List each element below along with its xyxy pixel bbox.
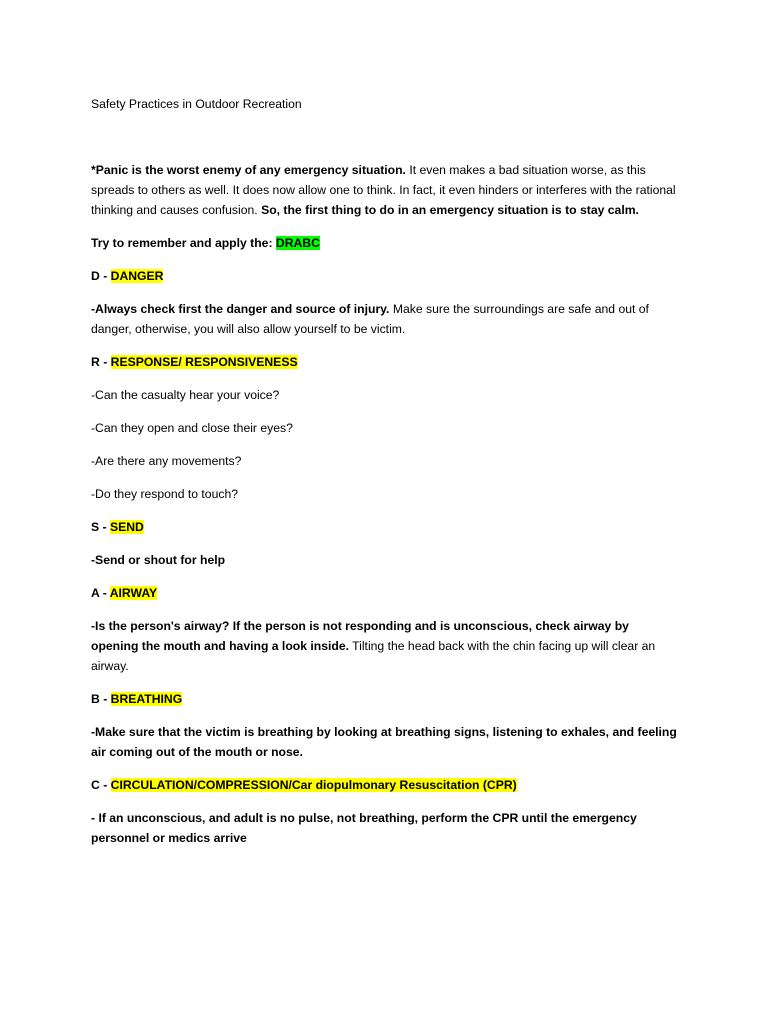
drabc-prefix: Try to remember and apply the:	[91, 236, 276, 250]
send-label: SEND	[109, 520, 144, 534]
airway-letter: A -	[91, 586, 110, 600]
response-question: -Can they open and close their eyes?	[91, 421, 293, 435]
circulation-label: CIRCULATION/COMPRESSION/Car diopulmonary Resuscitation (CPR)	[110, 778, 517, 792]
circulation-paragraph	[91, 808, 678, 848]
danger-letter: D -	[91, 269, 111, 283]
breathing-letter: B -	[91, 692, 111, 706]
response-heading	[91, 352, 678, 372]
response-question: -Do they respond to touch?	[91, 487, 239, 501]
breathing-text: -Make sure that the victim is breathing by looking at breathing signs, listening to exhales, and feeling air coming out of the mouth or nose.	[91, 725, 677, 759]
danger-bold: -Always check first the danger and source of injury.	[91, 302, 390, 316]
breathing-label: BREATHING	[110, 692, 183, 706]
drabc-acronym: DRABC	[275, 236, 320, 250]
response-label: RESPONSE/ RESPONSIVENESS	[110, 355, 298, 369]
breathing-heading	[91, 689, 678, 709]
airway-label: AIRWAY	[109, 586, 158, 600]
document-title: Safety Practices in Outdoor Recreation	[91, 97, 302, 111]
circulation-heading	[91, 775, 678, 795]
circulation-letter: C -	[91, 778, 111, 792]
airway-bold: -Is the person's airway? If the person is not responding and is unconscious, check airway by opening the mouth and having a look inside.	[91, 619, 629, 653]
intro-bold-lead: *Panic is the worst enemy of any emergency situation.	[91, 163, 406, 177]
send-letter: S -	[91, 520, 110, 534]
response-letter: R -	[91, 355, 111, 369]
response-question: -Are there any movements?	[91, 454, 242, 468]
send-paragraph	[91, 550, 678, 570]
send-text: -Send or shout for help	[91, 553, 226, 567]
send-heading	[91, 517, 678, 537]
danger-label: DANGER	[110, 269, 164, 283]
danger-heading	[91, 266, 678, 286]
danger-paragraph	[91, 299, 678, 339]
response-question: -Can the casualty hear your voice?	[91, 388, 280, 402]
danger-text: Make sure the surroundings are safe and out of danger, otherwise, you will also allow yourself to be victim.	[91, 302, 649, 336]
airway-heading	[91, 583, 678, 603]
airway-text: Tilting the head back with the chin facing up will clear an airway.	[91, 639, 656, 673]
intro-paragraph	[91, 160, 678, 220]
drabc-instruction	[91, 233, 678, 253]
intro-bold-conclusion: So, the first thing to do in an emergency situation is to stay calm.	[261, 203, 639, 217]
airway-paragraph	[91, 616, 678, 676]
breathing-paragraph	[91, 722, 678, 762]
intro-text: It even makes a bad situation worse, as this spreads to others as well. It does now allow one to think. In fact, it even hinders or interferes with the rational thinking and causes confusion.	[91, 163, 676, 217]
circulation-text: - If an unconscious, and adult is no pulse, not breathing, perform the CPR until the emergency personnel or medics arrive	[91, 811, 637, 845]
